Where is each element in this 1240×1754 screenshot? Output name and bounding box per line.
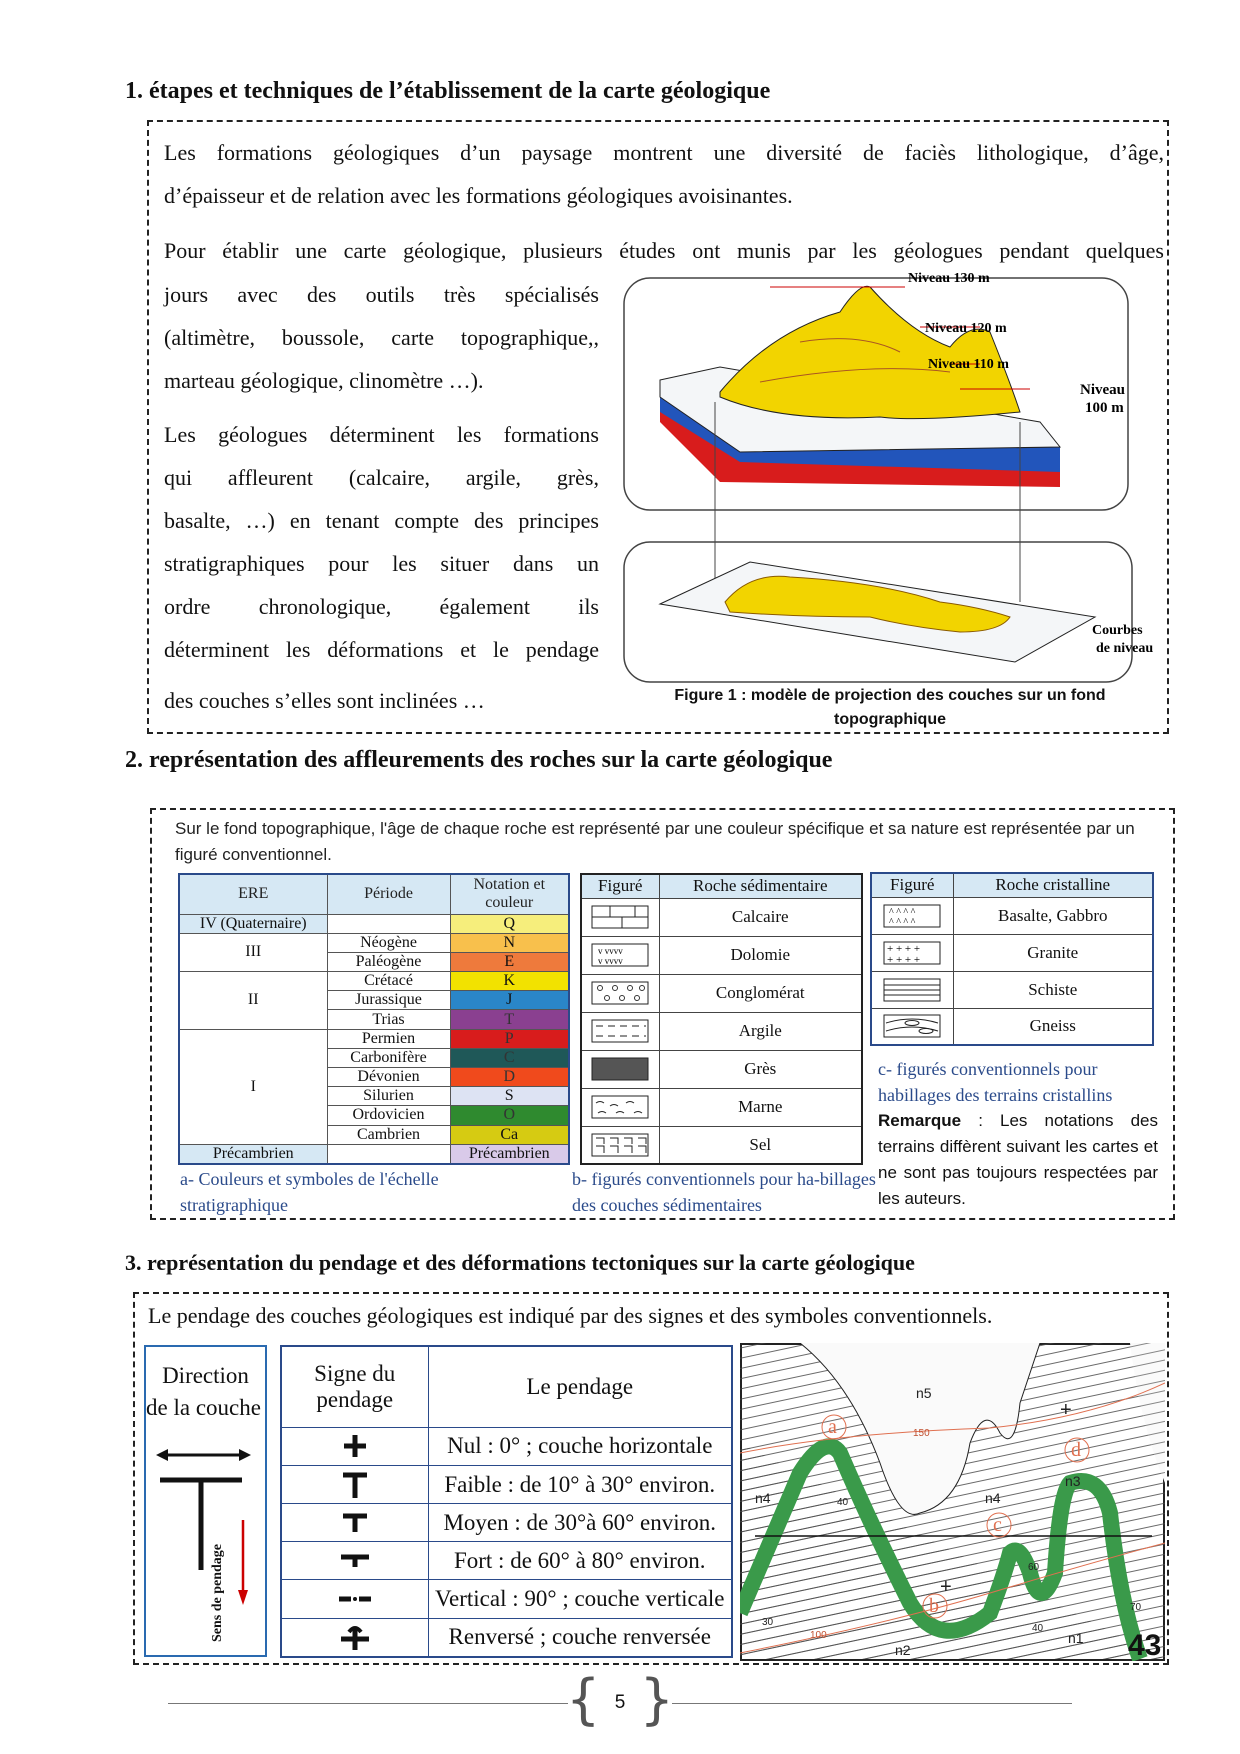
svg-text:+ + + +: + + + + [887, 953, 921, 966]
notation-cell: D [450, 1068, 569, 1087]
header-roche-cristalline: Roche cristalline [953, 873, 1153, 897]
strat-row [179, 1144, 569, 1164]
label-niveau-130: Niveau 130 m [908, 272, 990, 286]
notation-cell: Ca [450, 1125, 569, 1144]
horizontal-symbol-icon: + [940, 1576, 952, 1598]
section-3-heading: 3. représentation du pendage et des déformations tectoniques sur la carte géologique [125, 1250, 915, 1275]
rock-name: Gneiss [953, 1008, 1153, 1045]
text-line: basalte, …) en tenant compte des principes [164, 508, 599, 533]
dip-sign-icon [281, 1465, 428, 1503]
pattern-swatch-icon [581, 1126, 659, 1164]
sens-de-pendage-label: Sens de pendage [210, 1543, 225, 1642]
para-1-line-1: Les formations géologiques d’un paysage montrent une diversité de faciès lithologique, d’âge, [164, 140, 1164, 165]
dip-symbols-table [280, 1345, 733, 1658]
text-line: marteau géologique, clinomètre …). [164, 368, 484, 393]
text-line: déterminent les déformations et le pendage [164, 637, 599, 662]
horizontal-symbol-icon: + [1060, 1399, 1072, 1421]
notation-cell: Q [450, 914, 569, 933]
text-line: des couches s’elles sont inclinées … [164, 688, 485, 713]
para-2-line-1: Pour établir une carte géologique, plusieurs études ont munis par les géologues pendant quelques [164, 238, 1164, 263]
text-line: (altimètre, boussole, carte topographique,, [164, 325, 599, 350]
rock-name: Calcaire [659, 898, 862, 936]
footer-rule-right [672, 1703, 1072, 1704]
footer-rule-left [168, 1703, 568, 1704]
period-cell: Paléogène [327, 952, 450, 971]
text-line: stratigraphiques pour les situer dans un [164, 551, 599, 576]
notation-cell: E [450, 952, 569, 971]
pattern-swatch-icon [581, 936, 659, 974]
direction-label-1: Direction [162, 1363, 249, 1388]
period-cell: Cambrien [327, 1125, 450, 1144]
dip-description: Fort : de 60° à 80° environ. [428, 1542, 732, 1580]
dip-description: Faible : de 10° à 30° environ. [428, 1465, 732, 1503]
para-3-body [164, 413, 599, 722]
era-cell: II [179, 972, 327, 1030]
crystalline-row [871, 934, 1153, 971]
header-ere: ERE [179, 874, 327, 914]
label-n2: n2 [895, 1642, 911, 1658]
label-niveau: Niveau [1080, 382, 1125, 398]
period-cell: Carbonifère [327, 1048, 450, 1067]
strat-row [179, 933, 569, 952]
crystalline-row [871, 897, 1153, 934]
period-cell: Jurassique [327, 991, 450, 1010]
sedimentary-row [581, 936, 862, 974]
dip-sign-icon [281, 1542, 428, 1580]
text-line: Les géologues déterminent les formations [164, 422, 599, 447]
era-cell: IV (Quaternaire) [179, 914, 327, 933]
notation-cell: T [450, 1010, 569, 1029]
page-number-brackets: { } [566, 1668, 674, 1731]
direction-legend [144, 1345, 267, 1657]
dip-row [281, 1504, 732, 1542]
header-roche-sedimentaire: Roche sédimentaire [659, 874, 862, 898]
rock-name: Basalte, Gabbro [953, 897, 1153, 934]
period-cell [327, 914, 450, 933]
dip-row [281, 1542, 732, 1580]
dip-row [281, 1618, 732, 1657]
rock-name: Schiste [953, 971, 1153, 1008]
section-1-heading: 1. étapes et techniques de l’établissement de la carte géologique [125, 78, 771, 104]
label-courbes: Courbes [1092, 623, 1143, 638]
dip-row [281, 1580, 732, 1618]
strike-dip-symbol-icon [146, 1425, 266, 1655]
period-cell: Crétacé [327, 972, 450, 991]
dip-description: Moyen : de 30°à 60° environ. [428, 1504, 732, 1542]
header-notation: Notation et couleur [450, 874, 569, 914]
text-line: qui affleurent (calcaire, argile, grès, [164, 465, 599, 490]
text-line: jours avec des outils très spécialisés [164, 282, 599, 307]
svg-text:+ + + +: + + + + [887, 942, 921, 955]
label-de-niveau: de niveau [1096, 641, 1154, 656]
sedimentary-row [581, 1126, 862, 1164]
section-2-intro: Sur le fond topographique, l'âge de chaque roche est représenté par une couleur spécifique et sa nature est représentée par un figuré conventionnel. [175, 819, 1135, 864]
rock-name: Granite [953, 934, 1153, 971]
header-periode: Période [327, 874, 450, 914]
sedimentary-row [581, 1050, 862, 1088]
remark-text: : Les notations des terrains diffèrent suivant les cartes et ne sont pas toujours respectées par les auteurs. [878, 1111, 1158, 1208]
era-cell: III [179, 933, 327, 971]
svg-text:^ ^ ^ ^: ^ ^ ^ ^ [889, 916, 916, 928]
label-niveau-120: Niveau 120 m [925, 321, 1007, 336]
svg-text:v vvvv: v vvvv [598, 946, 623, 956]
header-signe: Signe du pendage [281, 1346, 428, 1427]
period-cell [327, 1144, 450, 1164]
sedimentary-row [581, 974, 862, 1012]
label-niveau-110: Niveau 110 m [928, 357, 1009, 372]
contour-150: 150 [913, 1428, 930, 1439]
header-figure: Figuré [581, 874, 659, 898]
dip-row [281, 1427, 732, 1465]
dip-40: 40 [837, 1497, 849, 1508]
para-1-line-2: d’épaisseur et de relation avec les formations géologiques avoisinantes. [164, 183, 793, 208]
notation-cell: Précambrien [450, 1144, 569, 1164]
para-2-body [164, 273, 599, 402]
notation-cell: S [450, 1087, 569, 1106]
sedimentary-row [581, 1088, 862, 1126]
rock-name: Argile [659, 1012, 862, 1050]
section-3-intro: Le pendage des couches géologiques est indiqué par des signes et des symboles conventionnels. [148, 1303, 993, 1328]
pattern-swatch-icon [871, 1008, 953, 1045]
dip-description: Vertical : 90° ; couche verticale [428, 1580, 732, 1618]
rock-name: Conglomérat [659, 974, 862, 1012]
label-n3: n3 [1065, 1473, 1081, 1489]
label-n1: n1 [1068, 1630, 1084, 1646]
dip-60: 60 [1028, 1562, 1040, 1573]
period-cell: Néogène [327, 933, 450, 952]
label-n4-left: n4 [755, 1490, 771, 1506]
dip-sign-icon [281, 1504, 428, 1542]
crystalline-row [871, 971, 1153, 1008]
rock-name: Marne [659, 1088, 862, 1126]
notation-cell: N [450, 933, 569, 952]
pattern-swatch-icon [581, 1088, 659, 1126]
strat-row [179, 1029, 569, 1048]
label-100m: 100 m [1085, 400, 1124, 416]
dip-70: 70 [1130, 1602, 1142, 1613]
period-cell: Dévonien [327, 1068, 450, 1087]
period-cell: Trias [327, 1010, 450, 1029]
pattern-swatch-icon [871, 971, 953, 1008]
figure-1-block-diagram [620, 272, 1160, 692]
page-number: 5 [614, 1692, 626, 1713]
sedimentary-figures-table [580, 873, 863, 1165]
pattern-swatch-icon [871, 934, 953, 971]
dip-sign-icon [281, 1580, 428, 1618]
era-cell: Précambrien [179, 1144, 327, 1164]
point-a: a [828, 1416, 837, 1438]
svg-text:v vvvv: v vvvv [598, 956, 623, 966]
remark-label: Remarque [878, 1111, 962, 1130]
notation-cell: P [450, 1029, 569, 1048]
notation-cell: J [450, 991, 569, 1010]
dip-description: Nul : 0° ; couche horizontale [428, 1427, 732, 1465]
dip-30: 30 [762, 1617, 774, 1628]
crystalline-row [871, 1008, 1153, 1045]
period-cell: Silurien [327, 1087, 450, 1106]
pattern-swatch-icon [581, 1050, 659, 1088]
point-d: d [1071, 1439, 1081, 1461]
rock-name: Sel [659, 1126, 862, 1164]
direction-label-2: de la couche [146, 1395, 261, 1420]
contour-100: 100 [810, 1630, 827, 1641]
dip-sign-icon [281, 1427, 428, 1465]
stratigraphic-scale-table [178, 873, 570, 1165]
pattern-swatch-icon [871, 897, 953, 934]
rock-name: Dolomie [659, 936, 862, 974]
pattern-swatch-icon [581, 898, 659, 936]
page-stamp: 43 [1128, 1629, 1162, 1661]
pattern-swatch-icon [581, 974, 659, 1012]
period-cell: Ordovicien [327, 1106, 450, 1125]
dip-description: Renversé ; couche renversée [428, 1618, 732, 1657]
crist-caption: c- figurés conventionnels pour habillages des terrains cristallins [878, 1059, 1113, 1105]
header-figure: Figuré [871, 873, 953, 897]
remark [878, 1108, 1158, 1212]
notation-cell: O [450, 1106, 569, 1125]
sedimentary-row [581, 1012, 862, 1050]
crystalline-figures-table [870, 872, 1154, 1046]
header-pendage: Le pendage [428, 1346, 732, 1427]
dip-sign-icon [281, 1618, 428, 1657]
strat-row [179, 914, 569, 933]
label-n4-center: n4 [985, 1490, 1001, 1506]
point-c: c [993, 1514, 1002, 1536]
label-n5: n5 [916, 1385, 932, 1401]
dip-row [281, 1465, 732, 1503]
text-line: ordre chronologique, également ils [164, 594, 599, 619]
geological-map-folds [740, 1343, 1165, 1661]
dip-40b: 40 [1032, 1623, 1044, 1634]
svg-text:^ ^ ^ ^: ^ ^ ^ ^ [889, 906, 916, 918]
section-2-heading: 2. représentation des affleurements des roches sur la carte géologique [125, 747, 833, 773]
era-cell: I [179, 1029, 327, 1144]
sedimentary-row [581, 898, 862, 936]
strat-caption: a- Couleurs et symboles de l'échelle stratigraphique [180, 1169, 439, 1215]
figure-1-caption: Figure 1 : modèle de projection des couches sur un fond topographique [674, 687, 1106, 728]
strat-row [179, 972, 569, 991]
rock-name: Grès [659, 1050, 862, 1088]
pattern-swatch-icon [581, 1012, 659, 1050]
sedim-caption: b- figurés conventionnels pour ha-billages des couches sédimentaires [572, 1169, 876, 1215]
period-cell: Permien [327, 1029, 450, 1048]
notation-cell: C [450, 1048, 569, 1067]
point-b: b [929, 1595, 939, 1617]
notation-cell: K [450, 972, 569, 991]
